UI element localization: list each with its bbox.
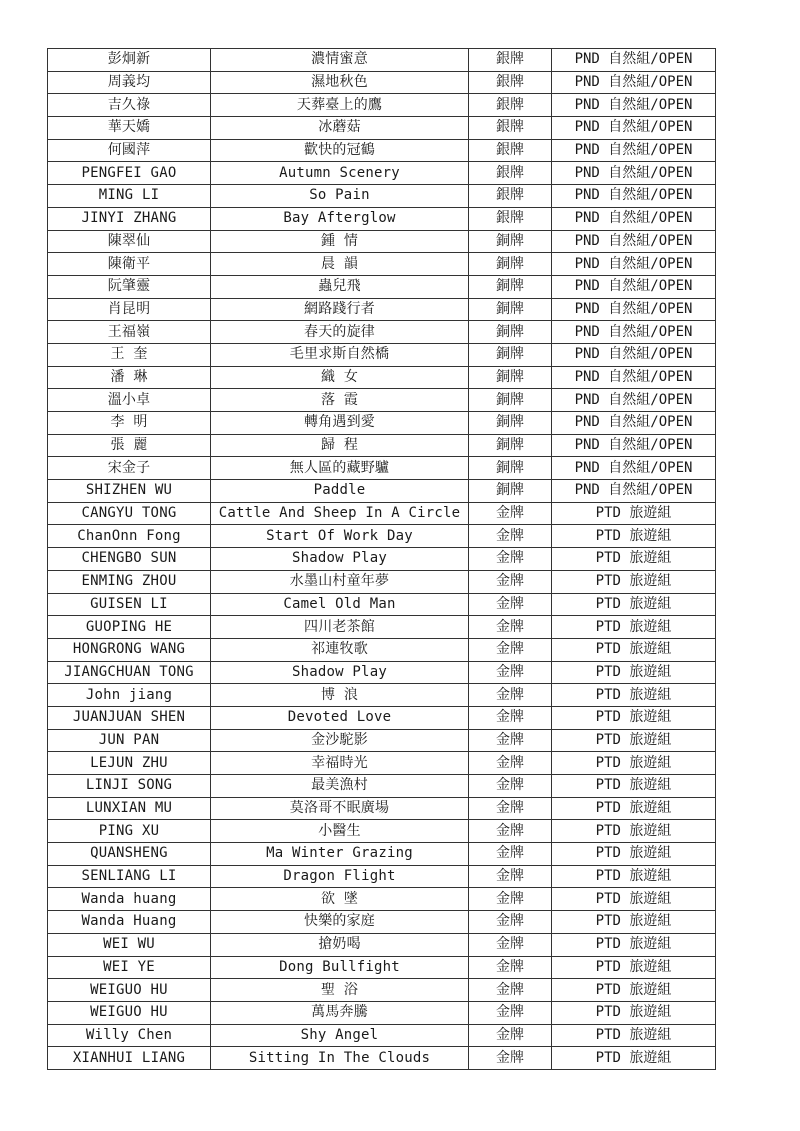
award-level: 銅牌 — [469, 457, 552, 480]
award-level: 銀牌 — [469, 207, 552, 230]
photo-title: 歸 程 — [211, 434, 469, 457]
table-row — [48, 933, 716, 956]
table-row — [48, 706, 716, 729]
award-level: 金牌 — [469, 979, 552, 1002]
category-group: PND 自然組/OPEN — [552, 162, 716, 185]
category-group: PTD 旅遊組 — [552, 820, 716, 843]
table-row — [48, 162, 716, 185]
award-level: 金牌 — [469, 888, 552, 911]
award-level: 金牌 — [469, 706, 552, 729]
photo-title: 最美漁村 — [211, 775, 469, 798]
award-level: 銅牌 — [469, 389, 552, 412]
category-group: PND 自然組/OPEN — [552, 389, 716, 412]
category-group: PND 自然組/OPEN — [552, 434, 716, 457]
award-level: 金牌 — [469, 525, 552, 548]
award-level: 金牌 — [469, 820, 552, 843]
category-group: PTD 旅遊組 — [552, 1024, 716, 1047]
award-level: 金牌 — [469, 616, 552, 639]
category-group: PND 自然組/OPEN — [552, 253, 716, 276]
photo-title: 莫洛哥不眠廣場 — [211, 797, 469, 820]
photo-title: 落 霞 — [211, 389, 469, 412]
table-row — [48, 979, 716, 1002]
category-group: PTD 旅遊組 — [552, 956, 716, 979]
photographer-name: 溫小卓 — [48, 389, 211, 412]
table-row — [48, 207, 716, 230]
award-level: 金牌 — [469, 843, 552, 866]
photo-title: 濕地秋色 — [211, 71, 469, 94]
table-row — [48, 797, 716, 820]
table-row — [48, 71, 716, 94]
table-row — [48, 412, 716, 435]
photographer-name: 陳翠仙 — [48, 230, 211, 253]
photographer-name: WEI WU — [48, 933, 211, 956]
table-row — [48, 230, 716, 253]
table-row — [48, 570, 716, 593]
category-group: PND 自然組/OPEN — [552, 49, 716, 72]
photographer-name: 宋金子 — [48, 457, 211, 480]
category-group: PND 自然組/OPEN — [552, 366, 716, 389]
table-row — [48, 956, 716, 979]
table-row — [48, 275, 716, 298]
photographer-name: 阮肇靈 — [48, 275, 211, 298]
photographer-name: LEJUN ZHU — [48, 752, 211, 775]
photo-title: 小醫生 — [211, 820, 469, 843]
photo-title: Start Of Work Day — [211, 525, 469, 548]
award-level: 金牌 — [469, 502, 552, 525]
category-group: PTD 旅遊組 — [552, 616, 716, 639]
photographer-name: John jiang — [48, 684, 211, 707]
photo-title: 祁連牧歌 — [211, 638, 469, 661]
photographer-name: GUISEN LI — [48, 593, 211, 616]
award-level: 金牌 — [469, 752, 552, 775]
photographer-name: 彭炯新 — [48, 49, 211, 72]
photo-title: 金沙駝影 — [211, 729, 469, 752]
table-row — [48, 117, 716, 140]
award-level: 金牌 — [469, 1024, 552, 1047]
category-group: PND 自然組/OPEN — [552, 117, 716, 140]
award-level: 銅牌 — [469, 434, 552, 457]
award-level: 銅牌 — [469, 412, 552, 435]
category-group: PND 自然組/OPEN — [552, 71, 716, 94]
photo-title: 水墨山村童年夢 — [211, 570, 469, 593]
table-row — [48, 1001, 716, 1024]
photographer-name: 吉久祿 — [48, 94, 211, 117]
photo-title: Shy Angel — [211, 1024, 469, 1047]
category-group: PND 自然組/OPEN — [552, 139, 716, 162]
table-row — [48, 321, 716, 344]
award-level: 金牌 — [469, 593, 552, 616]
table-row — [48, 185, 716, 208]
table-row — [48, 457, 716, 480]
table-row — [48, 525, 716, 548]
award-level: 金牌 — [469, 865, 552, 888]
category-group: PTD 旅遊組 — [552, 752, 716, 775]
table-row — [48, 820, 716, 843]
table-row — [48, 139, 716, 162]
photo-title: Camel Old Man — [211, 593, 469, 616]
photographer-name: 王 奎 — [48, 343, 211, 366]
photo-title: Sitting In The Clouds — [211, 1047, 469, 1070]
table-row — [48, 616, 716, 639]
category-group: PTD 旅遊組 — [552, 775, 716, 798]
category-group: PTD 旅遊組 — [552, 843, 716, 866]
photo-title: 冰蘑菇 — [211, 117, 469, 140]
photographer-name: 華天嬌 — [48, 117, 211, 140]
photographer-name: SENLIANG LI — [48, 865, 211, 888]
photo-title: 快樂的家庭 — [211, 911, 469, 934]
table-row — [48, 661, 716, 684]
category-group: PTD 旅遊組 — [552, 638, 716, 661]
photo-title: Bay Afterglow — [211, 207, 469, 230]
photographer-name: CANGYU TONG — [48, 502, 211, 525]
table-row — [48, 775, 716, 798]
table-row — [48, 729, 716, 752]
photo-title: Shadow Play — [211, 661, 469, 684]
category-group: PND 自然組/OPEN — [552, 480, 716, 503]
table-row — [48, 343, 716, 366]
photographer-name: JUN PAN — [48, 729, 211, 752]
photo-title: Devoted Love — [211, 706, 469, 729]
award-level: 銀牌 — [469, 49, 552, 72]
table-row — [48, 389, 716, 412]
award-level: 金牌 — [469, 638, 552, 661]
award-level: 金牌 — [469, 775, 552, 798]
results-table — [47, 48, 716, 1070]
table-row — [48, 502, 716, 525]
photo-title: 春天的旋律 — [211, 321, 469, 344]
photo-title: Cattle And Sheep In A Circle — [211, 502, 469, 525]
photo-title: 網路踐行者 — [211, 298, 469, 321]
photographer-name: 陳衛平 — [48, 253, 211, 276]
category-group: PTD 旅遊組 — [552, 1001, 716, 1024]
award-level: 銀牌 — [469, 94, 552, 117]
award-level: 銅牌 — [469, 366, 552, 389]
photographer-name: 李 明 — [48, 412, 211, 435]
photographer-name: SHIZHEN WU — [48, 480, 211, 503]
award-level: 金牌 — [469, 933, 552, 956]
category-group: PTD 旅遊組 — [552, 684, 716, 707]
table-row — [48, 843, 716, 866]
photo-title: Shadow Play — [211, 548, 469, 571]
award-level: 金牌 — [469, 1001, 552, 1024]
photographer-name: JIANGCHUAN TONG — [48, 661, 211, 684]
award-level: 銅牌 — [469, 230, 552, 253]
table-row — [48, 752, 716, 775]
category-group: PTD 旅遊組 — [552, 933, 716, 956]
award-level: 銅牌 — [469, 275, 552, 298]
category-group: PND 自然組/OPEN — [552, 412, 716, 435]
photographer-name: ChanOnn Fong — [48, 525, 211, 548]
photo-title: 搶奶喝 — [211, 933, 469, 956]
photo-title: 蟲兒飛 — [211, 275, 469, 298]
table-row — [48, 298, 716, 321]
results-table-body — [48, 49, 716, 1070]
photographer-name: LUNXIAN MU — [48, 797, 211, 820]
category-group: PND 自然組/OPEN — [552, 321, 716, 344]
photographer-name: HONGRONG WANG — [48, 638, 211, 661]
photographer-name: QUANSHENG — [48, 843, 211, 866]
table-row — [48, 1047, 716, 1070]
award-level: 銅牌 — [469, 253, 552, 276]
category-group: PTD 旅遊組 — [552, 1047, 716, 1070]
photo-title: 織 女 — [211, 366, 469, 389]
category-group: PTD 旅遊組 — [552, 706, 716, 729]
award-level: 銀牌 — [469, 139, 552, 162]
photo-title: 四川老茶館 — [211, 616, 469, 639]
photo-title: 歡快的冠鶴 — [211, 139, 469, 162]
photo-title: 欲 墜 — [211, 888, 469, 911]
award-level: 銀牌 — [469, 117, 552, 140]
category-group: PND 自然組/OPEN — [552, 207, 716, 230]
category-group: PTD 旅遊組 — [552, 979, 716, 1002]
table-row — [48, 366, 716, 389]
table-row — [48, 911, 716, 934]
category-group: PTD 旅遊組 — [552, 525, 716, 548]
category-group: PND 自然組/OPEN — [552, 185, 716, 208]
award-level: 金牌 — [469, 548, 552, 571]
photographer-name: ENMING ZHOU — [48, 570, 211, 593]
award-level: 金牌 — [469, 661, 552, 684]
photographer-name: WEI YE — [48, 956, 211, 979]
photo-title: 博 浪 — [211, 684, 469, 707]
table-row — [48, 94, 716, 117]
award-level: 金牌 — [469, 570, 552, 593]
photo-title: 天葬臺上的鷹 — [211, 94, 469, 117]
table-row — [48, 548, 716, 571]
award-level: 金牌 — [469, 684, 552, 707]
photographer-name: 何國萍 — [48, 139, 211, 162]
table-row — [48, 684, 716, 707]
photo-title: 毛里求斯自然橋 — [211, 343, 469, 366]
category-group: PTD 旅遊組 — [552, 548, 716, 571]
category-group: PND 自然組/OPEN — [552, 457, 716, 480]
table-row — [48, 638, 716, 661]
category-group: PND 自然組/OPEN — [552, 94, 716, 117]
photo-title: 無人區的藏野驢 — [211, 457, 469, 480]
award-level: 銅牌 — [469, 321, 552, 344]
category-group: PTD 旅遊組 — [552, 888, 716, 911]
photographer-name: Willy Chen — [48, 1024, 211, 1047]
photo-title: Dong Bullfight — [211, 956, 469, 979]
category-group: PND 自然組/OPEN — [552, 343, 716, 366]
photographer-name: PING XU — [48, 820, 211, 843]
photographer-name: Wanda Huang — [48, 911, 211, 934]
photo-title: So Pain — [211, 185, 469, 208]
category-group: PTD 旅遊組 — [552, 911, 716, 934]
photographer-name: WEIGUO HU — [48, 1001, 211, 1024]
table-row — [48, 1024, 716, 1047]
table-row — [48, 593, 716, 616]
category-group: PTD 旅遊組 — [552, 593, 716, 616]
photographer-name: Wanda huang — [48, 888, 211, 911]
table-row — [48, 253, 716, 276]
category-group: PND 自然組/OPEN — [552, 275, 716, 298]
photo-title: 轉角遇到愛 — [211, 412, 469, 435]
photo-title: 幸福時光 — [211, 752, 469, 775]
photographer-name: MING LI — [48, 185, 211, 208]
photographer-name: JUANJUAN SHEN — [48, 706, 211, 729]
photographer-name: XIANHUI LIANG — [48, 1047, 211, 1070]
award-level: 金牌 — [469, 956, 552, 979]
award-level: 銀牌 — [469, 162, 552, 185]
category-group: PTD 旅遊組 — [552, 729, 716, 752]
award-level: 金牌 — [469, 729, 552, 752]
photographer-name: WEIGUO HU — [48, 979, 211, 1002]
award-level: 金牌 — [469, 1047, 552, 1070]
photographer-name: 張 麗 — [48, 434, 211, 457]
category-group: PND 自然組/OPEN — [552, 230, 716, 253]
category-group: PTD 旅遊組 — [552, 570, 716, 593]
award-level: 金牌 — [469, 797, 552, 820]
photo-title: Paddle — [211, 480, 469, 503]
table-row — [48, 434, 716, 457]
photo-title: 聖 浴 — [211, 979, 469, 1002]
category-group: PND 自然組/OPEN — [552, 298, 716, 321]
category-group: PTD 旅遊組 — [552, 661, 716, 684]
photographer-name: LINJI SONG — [48, 775, 211, 798]
award-level: 銀牌 — [469, 71, 552, 94]
category-group: PTD 旅遊組 — [552, 502, 716, 525]
photographer-name: 王福嶺 — [48, 321, 211, 344]
category-group: PTD 旅遊組 — [552, 797, 716, 820]
award-level: 銅牌 — [469, 298, 552, 321]
photographer-name: GUOPING HE — [48, 616, 211, 639]
photo-title: 鍾 情 — [211, 230, 469, 253]
award-level: 銀牌 — [469, 185, 552, 208]
award-level: 銅牌 — [469, 480, 552, 503]
photo-title: Ma Winter Grazing — [211, 843, 469, 866]
table-row — [48, 480, 716, 503]
award-level: 銅牌 — [469, 343, 552, 366]
award-level: 金牌 — [469, 911, 552, 934]
photographer-name: 肖昆明 — [48, 298, 211, 321]
table-row — [48, 49, 716, 72]
photo-title: Dragon Flight — [211, 865, 469, 888]
photo-title: 萬馬奔騰 — [211, 1001, 469, 1024]
photographer-name: JINYI ZHANG — [48, 207, 211, 230]
photographer-name: CHENGBO SUN — [48, 548, 211, 571]
photo-title: 濃情蜜意 — [211, 49, 469, 72]
category-group: PTD 旅遊組 — [552, 865, 716, 888]
photographer-name: 潘 琳 — [48, 366, 211, 389]
photographer-name: 周義均 — [48, 71, 211, 94]
table-row — [48, 888, 716, 911]
table-row — [48, 865, 716, 888]
photo-title: Autumn Scenery — [211, 162, 469, 185]
photo-title: 晨 韻 — [211, 253, 469, 276]
photographer-name: PENGFEI GAO — [48, 162, 211, 185]
